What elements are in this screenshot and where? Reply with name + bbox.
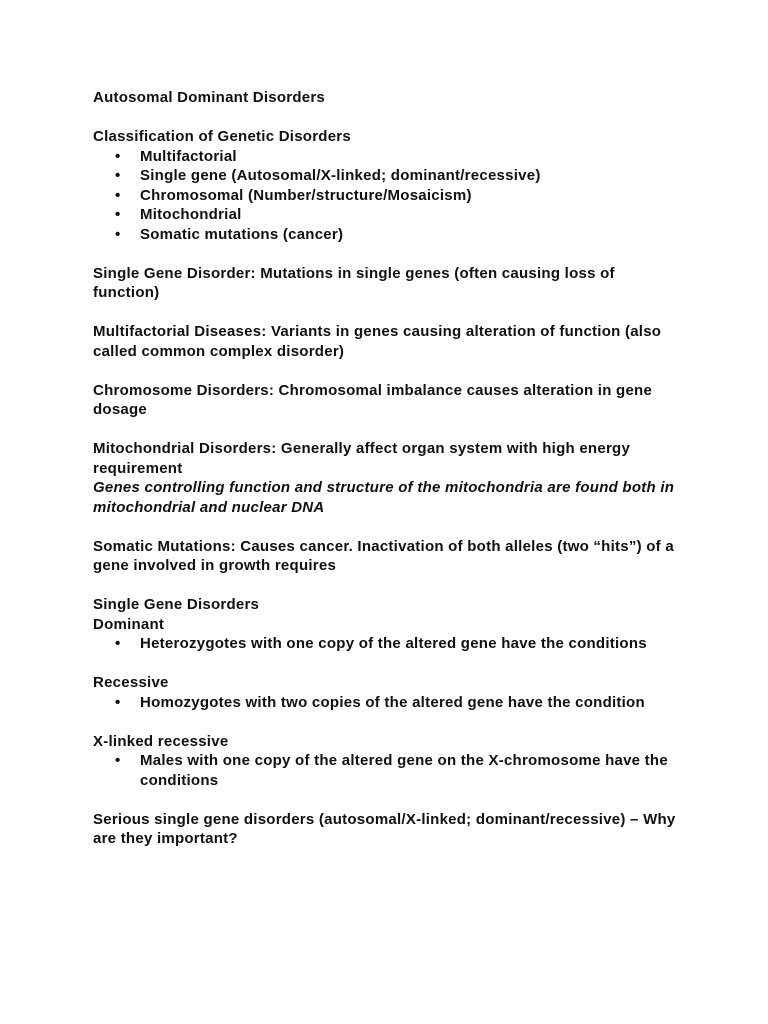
bullet-icon: • — [115, 225, 121, 243]
dominant-list — [93, 634, 683, 654]
bullet-icon: • — [115, 752, 121, 769]
list-item-text: Heterozygotes with one copy of the altered gene have the conditions — [140, 635, 647, 652]
mitochondrial-disorders-paragraph: Mitochondrial Disorders: Generally affect organ system with high energy requirement — [93, 440, 631, 477]
x-linked-recessive-section — [93, 732, 683, 791]
list-item — [93, 147, 683, 167]
list-item-text: Homozygotes with two copies of the altered gene have the condition — [140, 693, 645, 711]
list-item-text: Multifactorial — [140, 147, 237, 165]
list-item-text: Somatic mutations (cancer) — [140, 225, 344, 243]
single-gene-disorders-heading: Single Gene Disorders — [93, 596, 260, 613]
x-linked-recessive-heading: X-linked recessive — [93, 732, 229, 750]
document-title: Autosomal Dominant Disorders — [93, 89, 326, 106]
single-gene-disorder-paragraph: Single Gene Disorder: Mutations in single genes (often causing loss of function) — [93, 264, 615, 301]
list-item — [93, 693, 683, 713]
list-item-text: Chromosomal (Number/structure/Mosaicism) — [140, 186, 472, 204]
recessive-list — [93, 693, 683, 713]
x-linked-recessive-list — [93, 751, 683, 790]
list-item — [93, 225, 683, 245]
document-page — [93, 88, 683, 849]
recessive-heading: Recessive — [93, 674, 169, 691]
classification-heading: Classification of Genetic Disorders — [93, 128, 351, 145]
list-item-text: Single gene (Autosomal/X-linked; dominant/recessive) — [140, 167, 541, 184]
list-item — [93, 166, 683, 186]
multifactorial-diseases-paragraph: Multifactorial Diseases: Variants in genes causing alteration of function (also called common complex disorder) — [93, 323, 662, 360]
somatic-mutations-paragraph: Somatic Mutations: Causes cancer. Inactivation of both alleles (two “hits”) of a gene involved in growth requires — [93, 537, 674, 574]
list-item-text: Mitochondrial — [140, 206, 242, 223]
bullet-icon: • — [115, 147, 121, 165]
bullet-icon: • — [115, 693, 121, 711]
bullet-icon: • — [115, 635, 121, 652]
bullet-icon: • — [115, 167, 121, 184]
recessive-section — [93, 673, 683, 712]
bullet-icon: • — [115, 206, 121, 223]
chromosome-disorders-paragraph: Chromosome Disorders: Chromosomal imbalance causes alteration in gene dosage — [93, 381, 653, 418]
single-gene-disorders-section — [93, 595, 683, 654]
bullet-icon: • — [115, 186, 121, 204]
classification-section — [93, 127, 683, 244]
mitochondrial-note: Genes controlling function and structure of the mitochondria are found both in mitochondrial and nuclear DNA — [93, 479, 675, 516]
classification-list — [93, 147, 683, 245]
list-item-text: Males with one copy of the altered gene on the X-chromosome have the conditions — [140, 752, 668, 789]
list-item — [93, 186, 683, 206]
list-item — [93, 751, 683, 790]
mitochondrial-section — [93, 439, 683, 517]
dominant-heading: Dominant — [93, 615, 165, 633]
list-item — [93, 634, 683, 654]
serious-disorders-paragraph: Serious single gene disorders (autosomal/X-linked; dominant/recessive) – Why are they important? — [93, 810, 676, 847]
list-item — [93, 205, 683, 225]
